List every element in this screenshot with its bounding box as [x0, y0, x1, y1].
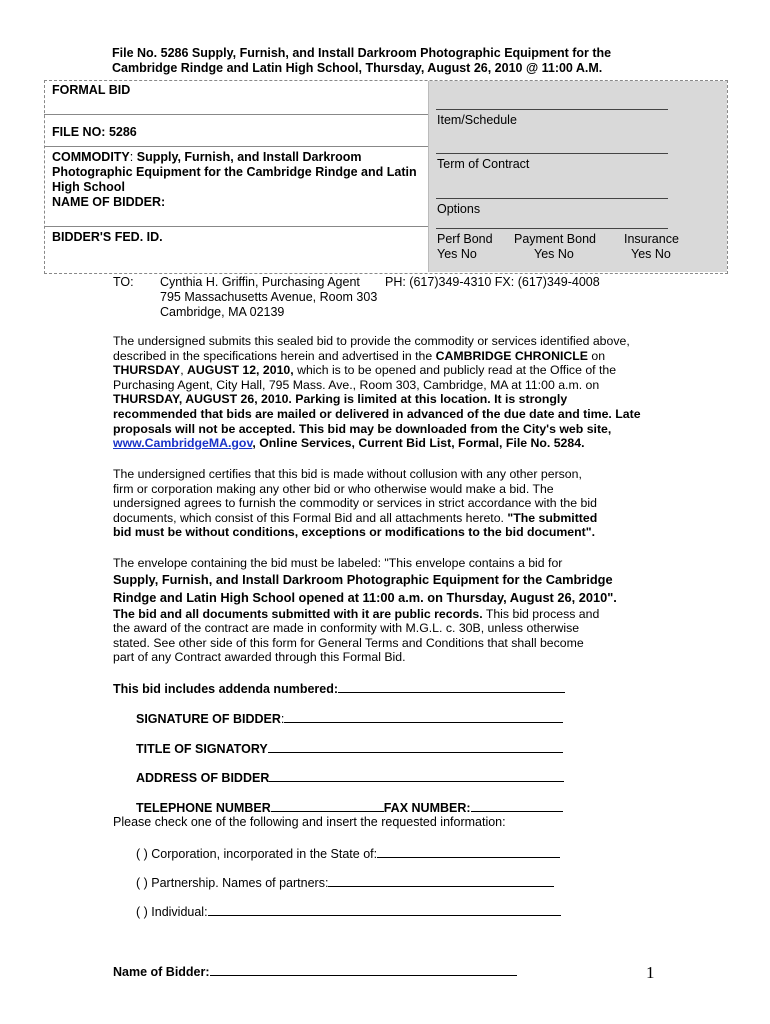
title-field: [136, 740, 563, 756]
para2-line: firm or corporation making any other bid or who otherwise would make a bid. The: [113, 481, 554, 496]
para1-text: , Online Services, Current Bid List, Formal, File No. 5284.: [252, 436, 585, 451]
address-line-1: 795 Massachusetts Avenue, Room 303: [160, 290, 378, 304]
para2-line: The undersigned certifies that this bid is made without collusion with any other person,: [113, 467, 582, 481]
telephone-fax-field: [136, 799, 563, 815]
para3-line: Supply, Furnish, and Install Darkroom Photographic Equipment for the Cambridge: [113, 571, 613, 587]
footer-name-input-line[interactable]: [210, 963, 517, 976]
corporation-option: [136, 845, 560, 862]
address-line-2: Cambridge, MA 02139: [160, 305, 285, 319]
commodity-line-3: High School: [52, 180, 125, 194]
para2-text: documents, which consist of this Formal Bid and all attachments hereto.: [113, 510, 508, 525]
options-line[interactable]: [436, 198, 668, 199]
partnership-option: [136, 874, 554, 891]
para3-line: The envelope containing the bid must be labeled: "This envelope contains a bid for: [113, 556, 563, 570]
para1-line: recommended that bids are mailed or delivered in advanced of the due date and time. Late: [113, 406, 641, 421]
city-website-link[interactable]: www.CambridgeMA.gov: [113, 436, 253, 451]
file-no-label: FILE NO: 5286: [52, 125, 137, 139]
name-of-bidder-label: NAME OF BIDDER:: [52, 195, 166, 209]
divider: [44, 226, 428, 227]
commodity-block: COMMODITY: Supply, Furnish, and Install Darkroom Photographic Equipment for the Cambridge Rindge and Latin High School NAME OF BIDDER:: [52, 150, 422, 210]
address-of-bidder-label: ADDRESS OF BIDDER: [136, 771, 270, 785]
para1-line: THURSDAY, AUGUST 26, 2010. Parking is limited at this location. It is strongly: [113, 392, 568, 407]
newspaper-name: CAMBRIDGE CHRONICLE: [435, 348, 588, 363]
address-field: [136, 769, 564, 785]
insurance-label: Insurance: [624, 232, 679, 246]
para3-line: the award of the contract are made in conformity with M.G.L. c. 30B, unless otherwise: [113, 621, 580, 636]
title-of-signatory-label: TITLE OF SIGNATORY: [136, 742, 268, 756]
commodity-line-2: Photographic Equipment for the Cambridge Rindge and Latin: [52, 165, 417, 179]
term-of-contract-label: Term of Contract: [437, 157, 530, 171]
para1-text: which is to be opened and publicly read at the Office of the: [293, 363, 617, 378]
envelope-paragraph: [113, 556, 658, 665]
telephone-input-line[interactable]: [271, 799, 384, 812]
divider: [44, 114, 428, 115]
purchasing-agent-name: Cynthia H. Griffin, Purchasing Agent: [160, 275, 360, 289]
item-schedule-label: Item/Schedule: [437, 113, 517, 127]
advertised-day: THURSDAY: [113, 363, 181, 378]
para3-line: stated. See other side of this form for General Terms and Conditions that shall become: [113, 635, 584, 650]
addenda-input-line[interactable]: [338, 680, 565, 693]
signature-field: [136, 710, 563, 726]
para3-line: part of any Contract awarded through this Formal Bid.: [113, 650, 406, 665]
para1-text: ,: [180, 363, 188, 378]
partners-names-line[interactable]: [328, 874, 554, 887]
formal-bid-label: FORMAL BID: [52, 83, 131, 97]
para2-bold: "The submitted: [507, 510, 598, 525]
footer-name-label: Name of Bidder:: [113, 965, 210, 979]
signature-label: SIGNATURE OF BIDDER: [136, 712, 281, 726]
para2-line: undersigned agrees to furnish the commodity or services in strict accordance with the bid: [113, 496, 597, 511]
footer-name-of-bidder: [113, 963, 517, 979]
addenda-label: This bid includes addenda numbered:: [113, 682, 339, 696]
para1-line: proposals will not be accepted. This bid may be downloaded from the City's web site,: [113, 421, 612, 436]
bonds-line: [436, 228, 668, 229]
title-line-1: File No. 5286 Supply, Furnish, and Install Darkroom Photographic Equipment for the: [112, 46, 612, 60]
para2-line: bid must be without conditions, exceptions or modifications to the bid document".: [113, 525, 595, 540]
fax-label: FAX NUMBER:: [383, 801, 471, 815]
check-instruction: Please check one of the following and insert the requested information:: [113, 815, 506, 829]
individual-checkbox-label[interactable]: ( ) Individual:: [136, 905, 208, 919]
commodity-label: COMMODITY: [52, 150, 130, 164]
para1-line: Purchasing Agent, City Hall, 795 Mass. Ave., Room 303, Cambridge, MA at 11:00 a.m. on: [113, 377, 600, 392]
signature-colon: :: [280, 712, 285, 726]
corporation-state-line[interactable]: [377, 845, 560, 858]
fax-input-line[interactable]: [471, 799, 563, 812]
to-label: TO:: [113, 275, 134, 289]
partnership-checkbox-label[interactable]: ( ) Partnership. Names of partners:: [136, 876, 329, 890]
para1-text: on: [588, 348, 606, 363]
para3-line: Rindge and Latin High School opened at 11:00 a.m. on Thursday, August 26, 2010".: [113, 589, 617, 605]
individual-option: [136, 903, 561, 920]
title-line-2: Cambridge Rindge and Latin High School, Thursday, August 26, 2010 @ 11:00 A.M.: [112, 61, 603, 75]
insurance-yes-no[interactable]: Yes No: [631, 247, 671, 261]
document-title: [112, 46, 672, 76]
item-schedule-line[interactable]: [436, 109, 668, 110]
options-label: Options: [437, 202, 481, 216]
addenda-field: [113, 680, 565, 696]
signature-input-line[interactable]: [284, 710, 563, 723]
page-number: 1: [646, 963, 655, 982]
commodity-line-1: Supply, Furnish, and Install Darkroom: [136, 150, 362, 164]
individual-name-line[interactable]: [208, 903, 561, 916]
bidders-fed-id-label: BIDDER'S FED. ID.: [52, 230, 163, 244]
telephone-label: TELEPHONE NUMBER: [136, 801, 271, 815]
payment-bond-label: Payment Bond: [514, 232, 596, 246]
para3-text: This bid process and: [482, 606, 600, 621]
para1-line: The undersigned submits this sealed bid to provide the commodity or services identified above,: [113, 334, 630, 348]
purchasing-agent-phone: PH: (617)349-4310 FX: (617)349-4008: [385, 275, 600, 289]
advertised-date: AUGUST 12, 2010,: [187, 363, 294, 378]
term-of-contract-line[interactable]: [436, 153, 668, 154]
payment-bond-yes-no[interactable]: Yes No: [534, 247, 574, 261]
address-input-line[interactable]: [269, 769, 564, 782]
certification-paragraph: [113, 467, 658, 540]
perf-bond-label: Perf Bond: [437, 232, 493, 246]
corporation-checkbox-label[interactable]: ( ) Corporation, incorporated in the State of:: [136, 847, 378, 861]
bid-instructions-paragraph: [113, 334, 658, 451]
title-input-line[interactable]: [268, 740, 563, 753]
public-records-statement: The bid and all documents submitted with it are public records.: [113, 606, 483, 621]
para1-text: described in the specifications herein and advertised in the: [113, 348, 436, 363]
divider: [44, 146, 428, 147]
perf-bond-yes-no[interactable]: Yes No: [437, 247, 477, 261]
